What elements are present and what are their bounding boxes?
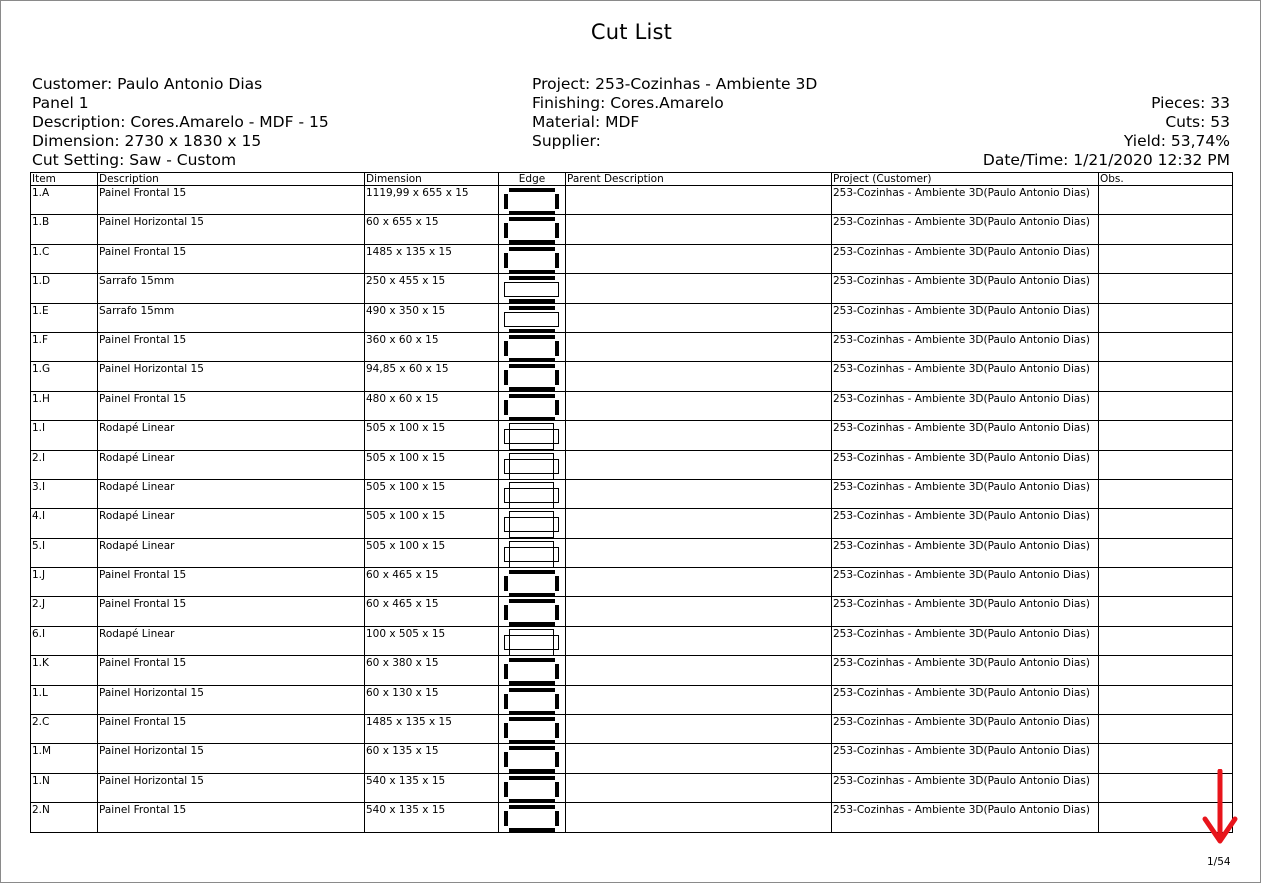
edge-diagram-icon [504,717,560,744]
cell-parent [566,685,832,714]
edge-diagram-icon [504,629,560,656]
cell-item: 1.K [31,656,98,685]
cell-item: 1.D [31,274,98,303]
pieces-line: Pieces: 33 [1151,94,1230,112]
cell-item: 3.I [31,479,98,508]
edge-diagram-icon [504,688,560,715]
cell-dimension: 60 x 130 x 15 [365,685,499,714]
cell-project: 253-Cozinhas - Ambiente 3D(Paulo Antonio Dias) [832,274,1099,303]
cell-parent [566,362,832,391]
table-row [31,303,1233,332]
edge-diagram-icon [504,805,560,832]
table-row [31,538,1233,567]
cell-dimension: 60 x 465 x 15 [365,568,499,597]
cell-dimension: 250 x 455 x 15 [365,274,499,303]
cell-parent [566,509,832,538]
down-arrow-icon [1200,769,1240,847]
page-title: Cut List [590,20,673,44]
cell-obs [1099,568,1233,597]
cell-description: Painel Frontal 15 [98,803,365,832]
edge-cell [499,391,566,420]
cell-project: 253-Cozinhas - Ambiente 3D(Paulo Antonio Dias) [832,479,1099,508]
cell-obs [1099,362,1233,391]
cell-obs [1099,215,1233,244]
edge-cell [499,421,566,450]
edge-cell [499,715,566,744]
table-row [31,656,1233,685]
cell-item: 1.C [31,244,98,273]
cell-parent [566,274,832,303]
cell-item: 5.I [31,538,98,567]
edge-diagram-icon [504,364,560,391]
edge-diagram-icon [504,217,560,244]
cell-obs [1099,244,1233,273]
cell-project: 253-Cozinhas - Ambiente 3D(Paulo Antonio Dias) [832,597,1099,626]
cell-parent [566,303,832,332]
cell-obs [1099,597,1233,626]
edge-cell [499,186,566,215]
cell-item: 1.I [31,421,98,450]
cell-parent [566,744,832,773]
table-row [31,715,1233,744]
edge-cell [499,744,566,773]
table-row [31,773,1233,802]
cell-project: 253-Cozinhas - Ambiente 3D(Paulo Antonio Dias) [832,656,1099,685]
edge-cell [499,773,566,802]
cell-item: 1.B [31,215,98,244]
cell-parent [566,450,832,479]
edge-diagram-icon [504,423,560,450]
cell-parent [566,391,832,420]
cell-obs [1099,685,1233,714]
column-header-item: Item [31,173,98,186]
cell-project: 253-Cozinhas - Ambiente 3D(Paulo Antonio Dias) [832,362,1099,391]
cell-description: Painel Horizontal 15 [98,744,365,773]
table-row [31,744,1233,773]
cell-dimension: 505 x 100 x 15 [365,421,499,450]
cell-description: Painel Horizontal 15 [98,773,365,802]
cell-obs [1099,479,1233,508]
material-line: Material: MDF [532,113,640,131]
edge-cell [499,215,566,244]
table-row [31,186,1233,215]
cell-dimension: 60 x 380 x 15 [365,656,499,685]
cell-project: 253-Cozinhas - Ambiente 3D(Paulo Antonio Dias) [832,391,1099,420]
cell-description: Painel Horizontal 15 [98,362,365,391]
cell-description: Sarrafo 15mm [98,274,365,303]
yield-line: Yield: 53,74% [1123,132,1230,150]
header-left [32,75,329,170]
edge-cell [499,538,566,567]
cell-project: 253-Cozinhas - Ambiente 3D(Paulo Antonio Dias) [832,332,1099,361]
cell-project: 253-Cozinhas - Ambiente 3D(Paulo Antonio Dias) [832,303,1099,332]
cell-parent [566,186,832,215]
cell-description: Rodapé Linear [98,626,365,655]
cell-project: 253-Cozinhas - Ambiente 3D(Paulo Antonio Dias) [832,450,1099,479]
cell-description: Sarrafo 15mm [98,303,365,332]
cell-parent [566,538,832,567]
edge-diagram-icon [504,276,560,303]
cell-item: 1.M [31,744,98,773]
cell-description: Rodapé Linear [98,450,365,479]
cell-dimension: 540 x 135 x 15 [365,803,499,832]
edge-cell [499,450,566,479]
table-row [31,421,1233,450]
cell-description: Painel Frontal 15 [98,332,365,361]
edge-diagram-icon [504,776,560,803]
customer-line: Customer: Paulo Antonio Dias [32,75,263,93]
table-row [31,332,1233,361]
cell-project: 253-Cozinhas - Ambiente 3D(Paulo Antonio Dias) [832,803,1099,832]
cell-item: 6.I [31,626,98,655]
cell-parent [566,715,832,744]
table-row [31,568,1233,597]
table-row [31,509,1233,538]
cell-item: 1.L [31,685,98,714]
cell-description: Painel Frontal 15 [98,391,365,420]
cell-item: 2.J [31,597,98,626]
cell-description: Painel Frontal 15 [98,568,365,597]
cell-description: Painel Frontal 15 [98,186,365,215]
cell-parent [566,479,832,508]
cell-obs [1099,538,1233,567]
cell-obs [1099,450,1233,479]
edge-diagram-icon [504,453,560,480]
cell-description: Painel Horizontal 15 [98,685,365,714]
cell-obs [1099,332,1233,361]
cell-project: 253-Cozinhas - Ambiente 3D(Paulo Antonio Dias) [832,568,1099,597]
cell-project: 253-Cozinhas - Ambiente 3D(Paulo Antonio Dias) [832,509,1099,538]
cell-obs [1099,391,1233,420]
cell-dimension: 505 x 100 x 15 [365,479,499,508]
cell-parent [566,421,832,450]
cell-project: 253-Cozinhas - Ambiente 3D(Paulo Antonio Dias) [832,626,1099,655]
cell-obs [1099,715,1233,744]
cell-item: 1.H [31,391,98,420]
table-row [31,362,1233,391]
column-header-project: Project (Customer) [832,173,1099,186]
cell-dimension: 60 x 655 x 15 [365,215,499,244]
cell-dimension: 540 x 135 x 15 [365,773,499,802]
cell-parent [566,656,832,685]
cell-dimension: 480 x 60 x 15 [365,391,499,420]
cell-item: 1.N [31,773,98,802]
cell-item: 2.C [31,715,98,744]
cell-item: 4.I [31,509,98,538]
cell-obs [1099,421,1233,450]
edge-diagram-icon [504,541,560,568]
cell-obs [1099,626,1233,655]
cell-dimension: 94,85 x 60 x 15 [365,362,499,391]
datetime-line: Date/Time: 1/21/2020 12:32 PM [982,151,1230,169]
column-header-parent-description: Parent Description [566,173,832,186]
cell-parent [566,626,832,655]
edge-cell [499,509,566,538]
edge-cell [499,303,566,332]
panel-line: Panel 1 [32,94,89,112]
edge-cell [499,656,566,685]
table-header-row [31,173,1233,186]
cell-item: 2.N [31,803,98,832]
cell-project: 253-Cozinhas - Ambiente 3D(Paulo Antonio Dias) [832,244,1099,273]
edge-diagram-icon [504,247,560,274]
edge-cell [499,362,566,391]
cell-parent [566,773,832,802]
header-right [983,75,1230,170]
cuts-line: Cuts: 53 [1165,113,1230,131]
column-header-edge: Edge [499,173,566,186]
description-line: Description: Cores.Amarelo - MDF - 15 [32,113,329,131]
edge-diagram-icon [504,306,560,333]
cell-obs [1099,509,1233,538]
edge-cell [499,685,566,714]
edge-diagram-icon [504,335,560,362]
cell-dimension: 1485 x 135 x 15 [365,715,499,744]
table-row [31,215,1233,244]
cell-parent [566,244,832,273]
edge-cell [499,803,566,832]
cell-dimension: 60 x 135 x 15 [365,744,499,773]
cell-project: 253-Cozinhas - Ambiente 3D(Paulo Antonio Dias) [832,773,1099,802]
cell-item: 1.J [31,568,98,597]
cell-project: 253-Cozinhas - Ambiente 3D(Paulo Antonio Dias) [832,186,1099,215]
cell-item: 1.F [31,332,98,361]
table-row [31,450,1233,479]
edge-cell [499,244,566,273]
cell-item: 1.E [31,303,98,332]
cell-project: 253-Cozinhas - Ambiente 3D(Paulo Antonio Dias) [832,538,1099,567]
cell-dimension: 1485 x 135 x 15 [365,244,499,273]
edge-diagram-icon [504,394,560,421]
cell-dimension: 505 x 100 x 15 [365,538,499,567]
edge-diagram-icon [504,482,560,509]
cell-parent [566,597,832,626]
cell-dimension: 490 x 350 x 15 [365,303,499,332]
table-row [31,274,1233,303]
supplier-line: Supplier: [532,132,601,150]
cell-dimension: 60 x 465 x 15 [365,597,499,626]
cell-parent [566,215,832,244]
finishing-line: Finishing: Cores.Amarelo [532,94,724,112]
table-row [31,479,1233,508]
cell-project: 253-Cozinhas - Ambiente 3D(Paulo Antonio Dias) [832,421,1099,450]
cell-description: Rodapé Linear [98,538,365,567]
header-middle [532,75,817,151]
column-header-description: Description [98,173,365,186]
cell-obs [1099,656,1233,685]
edge-cell [499,568,566,597]
cell-obs [1099,274,1233,303]
cell-description: Painel Frontal 15 [98,244,365,273]
cell-item: 1.G [31,362,98,391]
table-row [31,597,1233,626]
cell-description: Painel Frontal 15 [98,715,365,744]
cell-item: 2.I [31,450,98,479]
cell-description: Painel Frontal 15 [98,656,365,685]
page-number: 1/54 [1207,856,1231,868]
cell-description: Painel Frontal 15 [98,597,365,626]
column-header-dimension: Dimension [365,173,499,186]
edge-diagram-icon [504,188,560,215]
cell-project: 253-Cozinhas - Ambiente 3D(Paulo Antonio Dias) [832,715,1099,744]
cut-list-table [30,172,1233,833]
cell-dimension: 360 x 60 x 15 [365,332,499,361]
cell-project: 253-Cozinhas - Ambiente 3D(Paulo Antonio Dias) [832,215,1099,244]
cell-description: Rodapé Linear [98,479,365,508]
cell-item: 1.A [31,186,98,215]
cell-description: Rodapé Linear [98,509,365,538]
cell-obs [1099,303,1233,332]
cell-dimension: 505 x 100 x 15 [365,509,499,538]
cell-dimension: 1119,99 x 655 x 15 [365,186,499,215]
cell-parent [566,332,832,361]
dimension-line: Dimension: 2730 x 1830 x 15 [32,132,262,150]
cell-description: Painel Horizontal 15 [98,215,365,244]
column-header-obs: Obs. [1099,173,1233,186]
edge-diagram-icon [504,511,560,538]
edge-diagram-icon [504,570,560,597]
edge-diagram-icon [504,658,560,685]
table-row [31,803,1233,832]
cell-project: 253-Cozinhas - Ambiente 3D(Paulo Antonio Dias) [832,685,1099,714]
edge-cell [499,479,566,508]
edge-cell [499,332,566,361]
cell-dimension: 505 x 100 x 15 [365,450,499,479]
cell-parent [566,568,832,597]
table-row [31,685,1233,714]
edge-cell [499,626,566,655]
cell-project: 253-Cozinhas - Ambiente 3D(Paulo Antonio Dias) [832,744,1099,773]
cell-parent [566,803,832,832]
edge-cell [499,597,566,626]
cell-dimension: 100 x 505 x 15 [365,626,499,655]
edge-diagram-icon [504,746,560,773]
table-row [31,244,1233,273]
cell-description: Rodapé Linear [98,421,365,450]
cut-setting-line: Cut Setting: Saw - Custom [32,151,237,169]
project-line: Project: 253-Cozinhas - Ambiente 3D [532,75,818,93]
table-row [31,391,1233,420]
edge-cell [499,274,566,303]
edge-diagram-icon [504,599,560,626]
cell-obs [1099,186,1233,215]
table-row [31,626,1233,655]
